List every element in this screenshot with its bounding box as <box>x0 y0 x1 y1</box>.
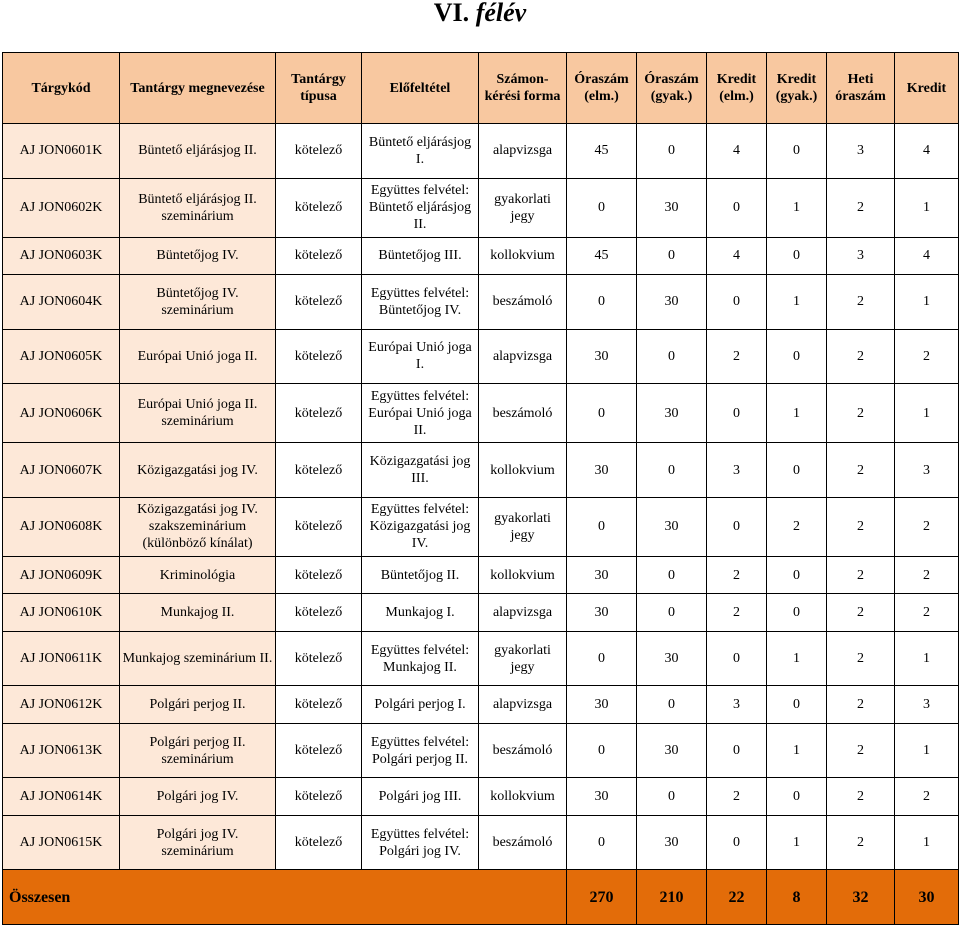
prerequisite: Együttes felvétel: Polgári jog IV. <box>362 815 479 870</box>
credit-lecture: 0 <box>707 815 767 870</box>
hours-practice: 30 <box>637 275 707 330</box>
title-word: félév <box>475 0 527 27</box>
col-header: Óraszám (elm.) <box>567 53 637 124</box>
page-title <box>0 0 960 50</box>
course-name: Büntetőjog IV. <box>120 237 276 274</box>
hours-lecture: 0 <box>567 815 637 870</box>
prerequisite: Együttes felvétel: Közigazgatási jog IV. <box>362 497 479 556</box>
weekly-hours: 2 <box>827 594 895 631</box>
hours-practice: 30 <box>637 384 707 443</box>
table-row <box>3 631 959 686</box>
col-header: Tárgykód <box>3 53 120 124</box>
credit-practice: 1 <box>767 723 827 778</box>
credit-practice: 0 <box>767 778 827 815</box>
assessment-form: gyakorlati jegy <box>479 497 567 556</box>
title-prefix: VI. <box>433 0 476 27</box>
credit-total: 2 <box>895 594 959 631</box>
course-code: AJ JON0604K <box>3 275 120 330</box>
credit-practice: 1 <box>767 178 827 237</box>
hours-lecture: 0 <box>567 497 637 556</box>
credit-total: 1 <box>895 384 959 443</box>
credit-practice: 1 <box>767 384 827 443</box>
credit-total: 1 <box>895 178 959 237</box>
prerequisite: Együttes felvétel: Polgári perjog II. <box>362 723 479 778</box>
assessment-form: alapvizsga <box>479 594 567 631</box>
assessment-form: beszámoló <box>479 384 567 443</box>
hours-lecture: 0 <box>567 384 637 443</box>
col-header: Óraszám (gyak.) <box>637 53 707 124</box>
col-header: Előfeltétel <box>362 53 479 124</box>
weekly-hours: 2 <box>827 631 895 686</box>
table-row <box>3 178 959 237</box>
credit-total: 2 <box>895 556 959 593</box>
hours-practice: 0 <box>637 329 707 384</box>
prerequisite: Munkajog I. <box>362 594 479 631</box>
credit-total: 3 <box>895 443 959 498</box>
table-row <box>3 594 959 631</box>
hours-lecture: 0 <box>567 178 637 237</box>
hours-lecture: 45 <box>567 237 637 274</box>
course-code: AJ JON0606K <box>3 384 120 443</box>
credit-practice: 1 <box>767 631 827 686</box>
curriculum-table <box>2 52 959 925</box>
weekly-hours: 3 <box>827 237 895 274</box>
hours-lecture: 0 <box>567 275 637 330</box>
hours-lecture: 0 <box>567 631 637 686</box>
course-type: kötelező <box>276 237 362 274</box>
course-code: AJ JON0611K <box>3 631 120 686</box>
table-row <box>3 237 959 274</box>
hours-practice: 0 <box>637 443 707 498</box>
course-code: AJ JON0601K <box>3 124 120 179</box>
assessment-form: alapvizsga <box>479 329 567 384</box>
header-row <box>3 53 959 124</box>
hours-practice: 0 <box>637 124 707 179</box>
prerequisite: Büntetőjog III. <box>362 237 479 274</box>
course-code: AJ JON0612K <box>3 686 120 723</box>
course-type: kötelező <box>276 443 362 498</box>
assessment-form: beszámoló <box>479 275 567 330</box>
prerequisite: Együttes felvétel: Büntetőjog IV. <box>362 275 479 330</box>
totals-cell: 270 <box>567 870 637 925</box>
course-name: Polgári jog IV. <box>120 778 276 815</box>
credit-practice: 0 <box>767 329 827 384</box>
course-name: Büntetőjog IV. szeminárium <box>120 275 276 330</box>
weekly-hours: 2 <box>827 497 895 556</box>
course-name: Európai Unió joga II. <box>120 329 276 384</box>
credit-practice: 1 <box>767 815 827 870</box>
credit-lecture: 2 <box>707 329 767 384</box>
course-code: AJ JON0603K <box>3 237 120 274</box>
assessment-form: gyakorlati jegy <box>479 631 567 686</box>
table-row <box>3 815 959 870</box>
hours-practice: 30 <box>637 178 707 237</box>
course-name: Polgári jog IV. szeminárium <box>120 815 276 870</box>
table-row <box>3 723 959 778</box>
course-type: kötelező <box>276 178 362 237</box>
totals-cell: 8 <box>767 870 827 925</box>
col-header: Heti óraszám <box>827 53 895 124</box>
credit-practice: 0 <box>767 594 827 631</box>
col-header: Tantárgy megnevezése <box>120 53 276 124</box>
prerequisite: Polgári perjog I. <box>362 686 479 723</box>
credit-practice: 1 <box>767 275 827 330</box>
col-header: Tantárgy típusa <box>276 53 362 124</box>
course-code: AJ JON0609K <box>3 556 120 593</box>
col-header: Kredit (gyak.) <box>767 53 827 124</box>
table-row <box>3 778 959 815</box>
weekly-hours: 2 <box>827 778 895 815</box>
prerequisite: Európai Unió joga I. <box>362 329 479 384</box>
course-name: Polgári perjog II. szeminárium <box>120 723 276 778</box>
course-name: Munkajog II. <box>120 594 276 631</box>
prerequisite: Együttes felvétel: Munkajog II. <box>362 631 479 686</box>
table-row <box>3 384 959 443</box>
weekly-hours: 2 <box>827 178 895 237</box>
credit-total: 2 <box>895 497 959 556</box>
credit-total: 4 <box>895 237 959 274</box>
weekly-hours: 2 <box>827 686 895 723</box>
assessment-form: kollokvium <box>479 443 567 498</box>
credit-lecture: 0 <box>707 178 767 237</box>
course-type: kötelező <box>276 556 362 593</box>
hours-practice: 30 <box>637 631 707 686</box>
table-row <box>3 124 959 179</box>
course-name: Büntető eljárásjog II. <box>120 124 276 179</box>
credit-lecture: 0 <box>707 631 767 686</box>
weekly-hours: 2 <box>827 384 895 443</box>
weekly-hours: 2 <box>827 815 895 870</box>
table-row <box>3 686 959 723</box>
credit-total: 4 <box>895 124 959 179</box>
hours-lecture: 30 <box>567 594 637 631</box>
credit-total: 1 <box>895 723 959 778</box>
course-type: kötelező <box>276 686 362 723</box>
credit-practice: 0 <box>767 686 827 723</box>
weekly-hours: 3 <box>827 124 895 179</box>
totals-cell: 22 <box>707 870 767 925</box>
prerequisite: Közigazgatási jog III. <box>362 443 479 498</box>
course-type: kötelező <box>276 124 362 179</box>
course-type: kötelező <box>276 778 362 815</box>
course-name: Kriminológia <box>120 556 276 593</box>
table-row <box>3 443 959 498</box>
hours-practice: 30 <box>637 815 707 870</box>
col-header: Kredit (elm.) <box>707 53 767 124</box>
weekly-hours: 2 <box>827 329 895 384</box>
course-name: Polgári perjog II. <box>120 686 276 723</box>
assessment-form: alapvizsga <box>479 686 567 723</box>
credit-practice: 0 <box>767 237 827 274</box>
assessment-form: alapvizsga <box>479 124 567 179</box>
totals-cell: 32 <box>827 870 895 925</box>
table-row <box>3 497 959 556</box>
course-type: kötelező <box>276 384 362 443</box>
hours-practice: 0 <box>637 778 707 815</box>
hours-lecture: 30 <box>567 686 637 723</box>
course-type: kötelező <box>276 631 362 686</box>
course-name: Közigazgatási jog IV. <box>120 443 276 498</box>
col-header: Kredit <box>895 53 959 124</box>
credit-practice: 0 <box>767 556 827 593</box>
course-type: kötelező <box>276 329 362 384</box>
hours-practice: 30 <box>637 497 707 556</box>
credit-lecture: 0 <box>707 275 767 330</box>
course-type: kötelező <box>276 815 362 870</box>
weekly-hours: 2 <box>827 275 895 330</box>
course-name: Európai Unió joga II. szeminárium <box>120 384 276 443</box>
course-code: AJ JON0607K <box>3 443 120 498</box>
assessment-form: beszámoló <box>479 815 567 870</box>
credit-lecture: 4 <box>707 124 767 179</box>
credit-lecture: 2 <box>707 778 767 815</box>
course-name: Közigazgatási jog IV. szakszeminárium (különböző kínálat) <box>120 497 276 556</box>
credit-total: 2 <box>895 329 959 384</box>
totals-row <box>3 870 959 925</box>
prerequisite: Együttes felvétel: Büntető eljárásjog II. <box>362 178 479 237</box>
credit-total: 1 <box>895 275 959 330</box>
assessment-form: kollokvium <box>479 556 567 593</box>
col-header: Számon-kérési forma <box>479 53 567 124</box>
credit-practice: 0 <box>767 124 827 179</box>
totals-cell: 30 <box>895 870 959 925</box>
table-row <box>3 556 959 593</box>
course-code: AJ JON0610K <box>3 594 120 631</box>
prerequisite: Együttes felvétel: Európai Unió joga II. <box>362 384 479 443</box>
course-type: kötelező <box>276 275 362 330</box>
course-code: AJ JON0615K <box>3 815 120 870</box>
hours-lecture: 30 <box>567 556 637 593</box>
credit-lecture: 0 <box>707 497 767 556</box>
course-code: AJ JON0608K <box>3 497 120 556</box>
weekly-hours: 2 <box>827 556 895 593</box>
credit-total: 1 <box>895 815 959 870</box>
assessment-form: kollokvium <box>479 237 567 274</box>
hours-lecture: 45 <box>567 124 637 179</box>
table-row <box>3 329 959 384</box>
credit-lecture: 3 <box>707 686 767 723</box>
weekly-hours: 2 <box>827 723 895 778</box>
credit-lecture: 2 <box>707 594 767 631</box>
assessment-form: kollokvium <box>479 778 567 815</box>
prerequisite: Polgári jog III. <box>362 778 479 815</box>
hours-lecture: 30 <box>567 329 637 384</box>
prerequisite: Büntető eljárásjog I. <box>362 124 479 179</box>
credit-lecture: 2 <box>707 556 767 593</box>
credit-lecture: 0 <box>707 723 767 778</box>
credit-lecture: 3 <box>707 443 767 498</box>
course-name: Büntető eljárásjog II. szeminárium <box>120 178 276 237</box>
course-code: AJ JON0605K <box>3 329 120 384</box>
credit-lecture: 4 <box>707 237 767 274</box>
weekly-hours: 2 <box>827 443 895 498</box>
table-row <box>3 275 959 330</box>
hours-practice: 0 <box>637 556 707 593</box>
assessment-form: beszámoló <box>479 723 567 778</box>
course-type: kötelező <box>276 594 362 631</box>
hours-practice: 0 <box>637 237 707 274</box>
credit-total: 1 <box>895 631 959 686</box>
credit-total: 3 <box>895 686 959 723</box>
hours-practice: 30 <box>637 723 707 778</box>
course-code: AJ JON0602K <box>3 178 120 237</box>
totals-cell: 210 <box>637 870 707 925</box>
credit-practice: 0 <box>767 443 827 498</box>
hours-practice: 0 <box>637 594 707 631</box>
prerequisite: Büntetőjog II. <box>362 556 479 593</box>
course-code: AJ JON0613K <box>3 723 120 778</box>
hours-lecture: 30 <box>567 443 637 498</box>
totals-label: Összesen <box>3 870 567 925</box>
course-name: Munkajog szeminárium II. <box>120 631 276 686</box>
credit-lecture: 0 <box>707 384 767 443</box>
hours-practice: 0 <box>637 686 707 723</box>
course-type: kötelező <box>276 497 362 556</box>
hours-lecture: 30 <box>567 778 637 815</box>
hours-lecture: 0 <box>567 723 637 778</box>
assessment-form: gyakorlati jegy <box>479 178 567 237</box>
course-type: kötelező <box>276 723 362 778</box>
credit-total: 2 <box>895 778 959 815</box>
credit-practice: 2 <box>767 497 827 556</box>
course-code: AJ JON0614K <box>3 778 120 815</box>
